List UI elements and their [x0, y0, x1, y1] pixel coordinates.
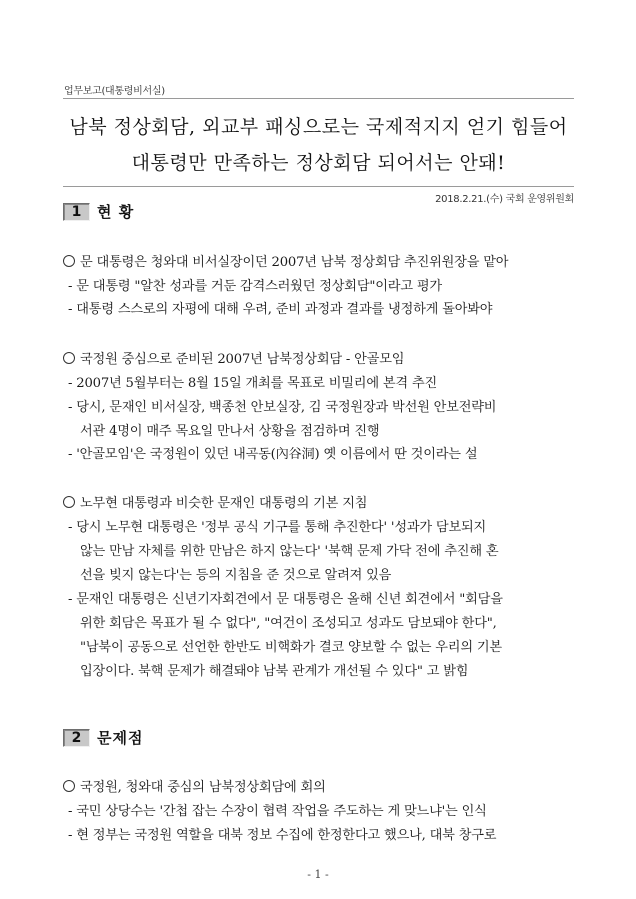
page-number: - 1 -: [307, 868, 329, 881]
bullet-item: 문 대통령은 청와대 비서실장이던 2007년 남북 정상회담 추진위원장을 맡아: [63, 255, 583, 271]
document-title-line-1: 남북 정상회담, 외교부 패싱으로는 국제적지지 얻기 힘들어: [69, 116, 568, 138]
sub-item-continuation: "남북이 공동으로 선언한 한반도 비핵화가 결코 양보할 수 없는 우리의 기본: [80, 640, 502, 655]
section-heading-2: [63, 727, 143, 748]
section-number-badge: 1: [63, 203, 90, 221]
sub-item: - 당시, 문재인 비서실장, 백종천 안보실장, 김 국정원장과 박선원 안보전략비: [68, 400, 497, 415]
sub-item: - '안골모임'은 국정원이 있던 내곡동(內谷洞) 옛 이름에서 딴 것이라는 설: [68, 447, 478, 462]
bullet-item: 국정원 중심으로 준비된 2007년 남북정상회담 - 안골모임: [63, 352, 583, 368]
sub-item: - 현 정부는 국정원 역할을 대북 정보 수집에 한정한다고 했으나, 대북 창구로: [68, 828, 497, 843]
header-top-rule: [63, 98, 574, 99]
section-number-badge: 2: [63, 729, 90, 747]
sub-item: - 당시 노무현 대통령은 '정부 공식 기구를 통해 추진한다' '성과가 담보되지: [68, 520, 487, 535]
section-title: 현 황: [97, 203, 135, 221]
sub-item: - 문 대통령 "알찬 성과를 거둔 감격스러웠던 정상회담"이라고 평가: [68, 279, 442, 294]
sub-item: - 국민 상당수는 '간첩 잡는 수장이 협력 작업을 주도하는 게 맞느냐'는 인식: [68, 804, 487, 819]
bullet-item: 국정원, 청와대 중심의 남북정상회담에 회의: [63, 780, 583, 796]
sub-item-continuation: 위한 회담은 목표가 될 수 없다", "여건이 조성되고 성과도 담보돼야 한다",: [80, 616, 497, 631]
circle-bullet-icon: [63, 352, 75, 364]
circle-bullet-icon: [63, 496, 75, 508]
circle-bullet-icon: [63, 780, 75, 792]
report-category-label: 업무보고(대통령비서실): [64, 86, 165, 97]
sub-item: - 문재인 대통령은 신년기자회견에서 문 대통령은 올해 신년 회견에서 "회담을: [68, 592, 503, 607]
document-title-line-2: 대통령만 만족하는 정상회담 되어서는 안돼!: [131, 152, 506, 174]
sub-item-continuation: 입장이다. 북핵 문제가 해결돼야 남북 관계가 개선될 수 있다" 고 밝힘: [80, 664, 469, 679]
section-heading-1: [63, 201, 134, 222]
header-bottom-rule: [63, 186, 574, 187]
bullet-item: 노무현 대통령과 비슷한 문재인 대통령의 기본 지침: [63, 496, 583, 512]
circle-bullet-icon: [63, 255, 75, 267]
sub-item-continuation: 선을 빚지 않는다'는 등의 지침을 준 것으로 알려져 있음: [80, 568, 392, 583]
sub-item-continuation: 서관 4명이 매주 목요일 만나서 상황을 점검하며 진행: [80, 424, 380, 439]
sub-item-continuation: 않는 만남 자체를 위한 만남은 하지 않는다' '북핵 문제 가닥 전에 추진해 혼: [80, 544, 499, 559]
section-title: 문제점: [97, 729, 144, 747]
sub-item: - 2007년 5월부터는 8월 15일 개최를 목표로 비밀리에 본격 추진: [68, 376, 438, 391]
sub-item: - 대통령 스스로의 자평에 대해 우려, 준비 과정과 결과를 냉정하게 돌아봐야: [68, 302, 493, 317]
date-committee-line: 2018.2.21.(수) 국회 운영위원회: [435, 194, 574, 205]
